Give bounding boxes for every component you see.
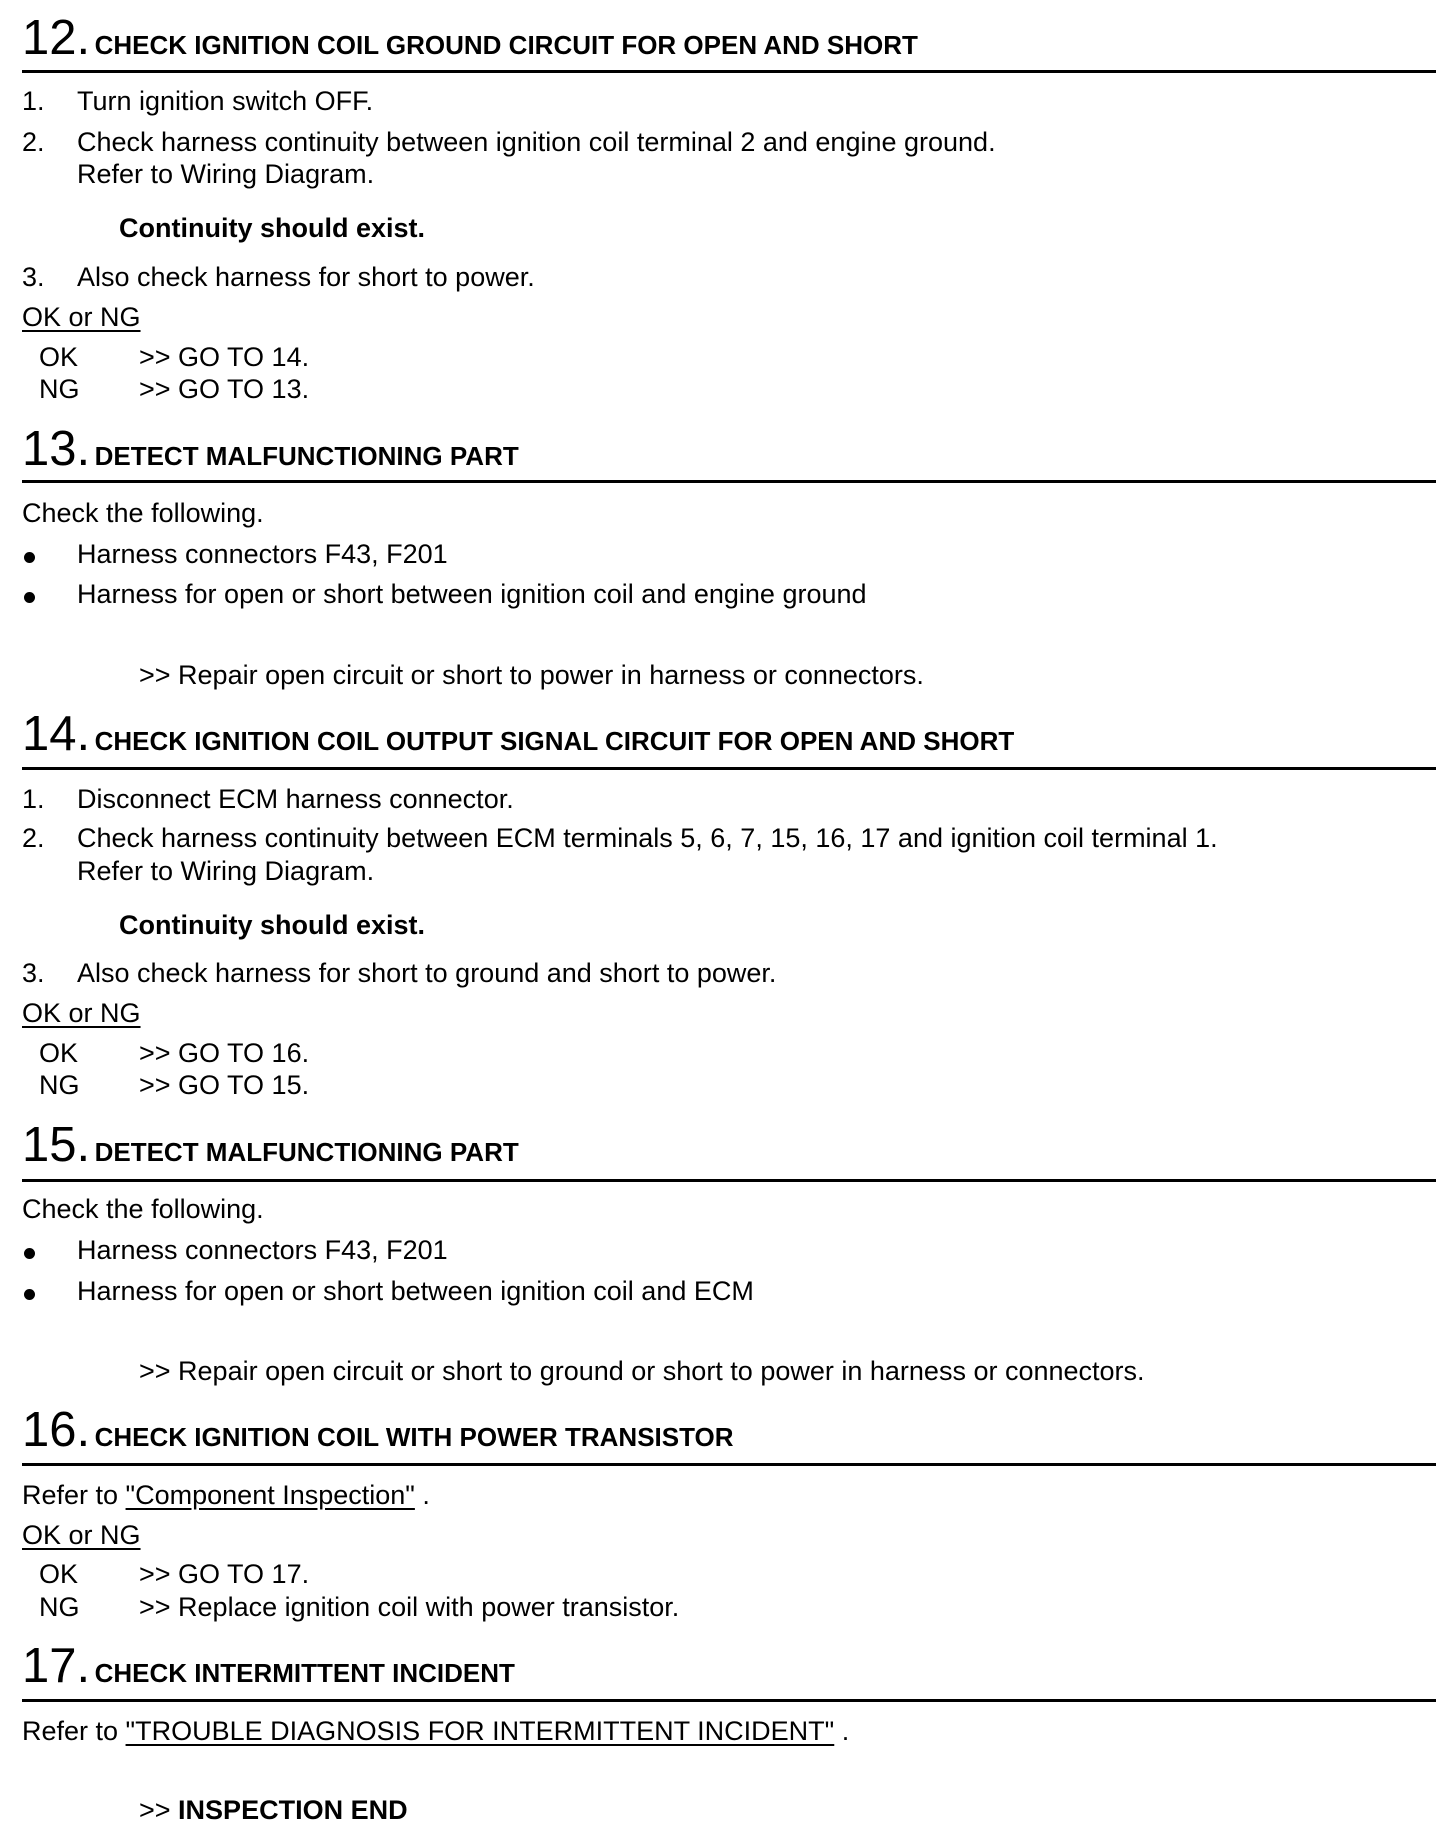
step-index: 2. (22, 127, 45, 157)
section-heading (22, 11, 918, 65)
result-action: >> GO TO 16. (139, 1038, 310, 1068)
step-text: Check harness continuity between ignition coil terminal 2 and engine ground. (77, 127, 996, 157)
bullet-icon (24, 592, 35, 603)
section-heading (22, 707, 1015, 761)
result-action: >> GO TO 13. (139, 374, 310, 404)
result-key: NG (39, 374, 80, 404)
trouble-diagnosis-link[interactable]: "TROUBLE DIAGNOSIS FOR INTERMITTENT INCIDENT" (125, 1716, 835, 1746)
divider (22, 480, 1436, 483)
refer-prefix: Refer to (22, 1480, 126, 1510)
divider (22, 1179, 1436, 1182)
divider (22, 1463, 1436, 1466)
step-text: Disconnect ECM harness connector. (77, 784, 514, 814)
bullet-icon (24, 552, 35, 563)
spec-text: Continuity should exist. (119, 213, 426, 243)
step-text: Check harness continuity between ECM terminals 5, 6, 7, 15, 16, 17 and ignition coil terminal 1. (77, 823, 1218, 853)
section-heading (22, 422, 519, 476)
action-text: >> Repair open circuit or short to power in harness or connectors. (139, 660, 924, 690)
step-subtext: Refer to Wiring Diagram. (77, 856, 375, 886)
result-key: NG (39, 1070, 80, 1100)
step-index: 1. (22, 784, 45, 814)
result-action: >> GO TO 17. (139, 1559, 310, 1589)
step-index: 3. (22, 958, 45, 988)
action-text: >> Repair open circuit or short to ground or short to power in harness or connectors. (139, 1356, 1145, 1386)
result-key: OK (39, 1038, 79, 1068)
intro-text: Check the following. (22, 1194, 264, 1224)
result-key: OK (39, 342, 79, 372)
bullet-icon (24, 1248, 35, 1259)
step-number: 15. (22, 1118, 91, 1172)
step-title: DETECT MALFUNCTIONING PART (94, 441, 519, 471)
result-action: >> GO TO 14. (139, 342, 310, 372)
section-heading (22, 1639, 515, 1693)
bullet-text: Harness connectors F43, F201 (77, 539, 448, 569)
step-number: 12. (22, 11, 91, 65)
step-text: Turn ignition switch OFF. (77, 86, 374, 116)
refer-prefix: Refer to (22, 1716, 126, 1746)
bullet-text: Harness for open or short between ignition coil and ECM (77, 1276, 754, 1306)
step-title: CHECK IGNITION COIL WITH POWER TRANSISTOR (94, 1422, 734, 1452)
section-heading (22, 1403, 734, 1457)
judge-label: OK or NG (22, 302, 141, 332)
intro-text: Check the following. (22, 498, 264, 528)
result-action: >> GO TO 15. (139, 1070, 310, 1100)
step-number: 14. (22, 707, 91, 761)
divider (22, 1699, 1436, 1702)
result-key: NG (39, 1592, 80, 1622)
section-heading (22, 1118, 519, 1172)
spec-text: Continuity should exist. (119, 910, 426, 940)
judge-label: OK or NG (22, 998, 141, 1028)
end-prefix: >> (139, 1795, 179, 1825)
step-subtext: Refer to Wiring Diagram. (77, 159, 375, 189)
refer-line (22, 1718, 849, 1745)
refer-suffix: . (414, 1480, 430, 1510)
inspection-end (139, 1797, 408, 1824)
result-action: >> Replace ignition coil with power transistor. (139, 1592, 680, 1622)
step-title: CHECK INTERMITTENT INCIDENT (94, 1658, 515, 1688)
judge-label: OK or NG (22, 1520, 141, 1550)
bullet-text: Harness for open or short between ignition coil and engine ground (77, 579, 867, 609)
step-title: CHECK IGNITION COIL GROUND CIRCUIT FOR OPEN AND SHORT (94, 30, 918, 60)
bullet-text: Harness connectors F43, F201 (77, 1235, 448, 1265)
refer-line (22, 1482, 430, 1509)
divider (22, 767, 1436, 770)
step-number: 17. (22, 1639, 91, 1693)
refer-suffix: . (834, 1716, 850, 1746)
step-text: Also check harness for short to ground and short to power. (77, 958, 777, 988)
step-number: 13. (22, 422, 91, 476)
divider (22, 70, 1436, 73)
end-text: INSPECTION END (178, 1795, 408, 1825)
component-inspection-link[interactable]: "Component Inspection" (125, 1480, 415, 1510)
result-key: OK (39, 1559, 79, 1589)
bullet-icon (24, 1289, 35, 1300)
step-index: 1. (22, 86, 45, 116)
step-number: 16. (22, 1403, 91, 1457)
step-title: DETECT MALFUNCTIONING PART (94, 1137, 519, 1167)
step-title: CHECK IGNITION COIL OUTPUT SIGNAL CIRCUIT FOR OPEN AND SHORT (94, 726, 1015, 756)
step-text: Also check harness for short to power. (77, 262, 535, 292)
step-index: 3. (22, 262, 45, 292)
step-index: 2. (22, 823, 45, 853)
